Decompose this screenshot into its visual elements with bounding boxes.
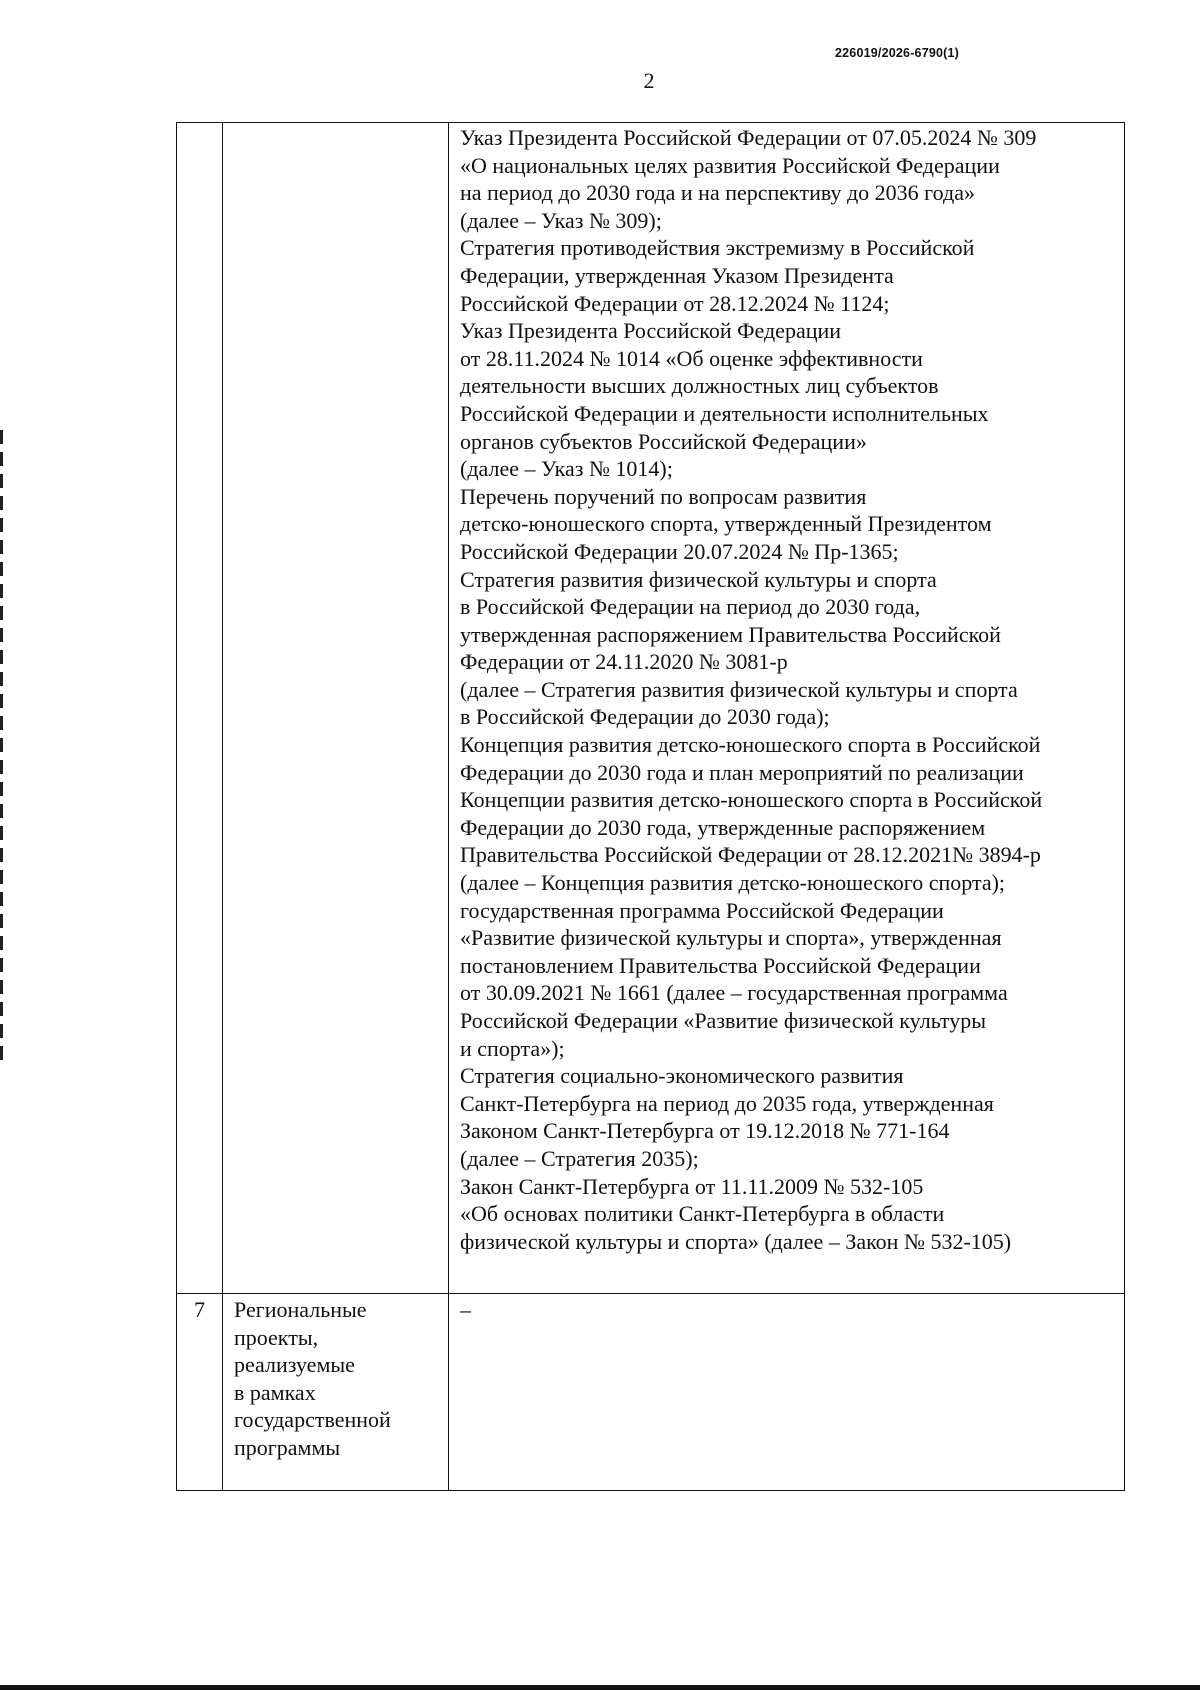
document-line: Федерации, утвержденная Указом Президента — [460, 262, 894, 288]
document-line: (далее – Стратегия 2035); — [460, 1145, 699, 1171]
document-line: «О национальных целях развития Российской Федерации — [460, 152, 1000, 178]
scan-bottom-edge — [0, 1685, 1200, 1690]
document-id: 226019/2026-6790(1) — [835, 46, 960, 60]
document-line: постановлением Правительства Российской Федерации — [460, 952, 981, 978]
document-line: утвержденная распоряжением Правительства Российской — [460, 621, 1001, 647]
strategic-documents-list — [449, 123, 1125, 1294]
document-line: (далее – Указ № 1014); — [460, 456, 673, 482]
document-line: Российской Федерации от 28.12.2024 № 1124; — [460, 290, 890, 316]
document-line: от 30.09.2021 № 1661 (далее – государственная программа — [460, 980, 1008, 1006]
document-line: Российской Федерации «Развитие физической культуры — [460, 1008, 986, 1033]
document-line: Стратегия социально-экономического развития — [460, 1063, 904, 1089]
scan-edge-artifact — [0, 430, 3, 1060]
table-row — [177, 123, 1125, 1294]
document-line: Законом Санкт-Петербурга от 19.12.2018 № 771-164 — [460, 1118, 950, 1144]
document-line: Концепции развития детско-юношеского спорта в Российской — [460, 787, 1043, 813]
document-line: Стратегия противодействия экстремизму в Российской — [460, 235, 975, 261]
document-line: и спорта»); — [460, 1035, 565, 1061]
document-line: Указ Президента Российской Федерации — [460, 318, 842, 344]
document-line: на период до 2030 года и на перспективу до 2036 года» — [460, 180, 975, 206]
document-line: Указ Президента Российской Федерации от 07.05.2024 № 309 — [460, 125, 1037, 150]
row-value: – — [449, 1294, 1125, 1491]
document-line: Российской Федерации 20.07.2024 № Пр-1365; — [460, 538, 899, 564]
document-line: Закон Санкт-Петербурга от 11.11.2009 № 532-105 — [460, 1173, 924, 1199]
document-line: в Российской Федерации на период до 2030 года, — [460, 594, 921, 620]
program-passport-table — [176, 122, 1125, 1491]
document-line: деятельности высших должностных лиц субъектов — [460, 373, 939, 399]
document-line: государственная программа Российской Федерации — [460, 897, 944, 923]
row-number — [177, 123, 223, 1294]
document-line: в Российской Федерации до 2030 года); — [460, 704, 830, 730]
row-name — [223, 123, 449, 1294]
document-line: физической культуры и спорта» (далее – Закон № 532-105) — [460, 1228, 1012, 1254]
document-line: Санкт-Петербурга на период до 2035 года, утвержденная — [460, 1090, 994, 1116]
document-line: детско-юношеского спорта, утвержденный Президентом — [460, 511, 992, 537]
document-line: Перечень поручений по вопросам развития — [460, 483, 867, 509]
document-line: от 28.11.2024 № 1014 «Об оценке эффективности — [460, 345, 923, 371]
document-line: Федерации до 2030 года, утвержденные распоряжением — [460, 814, 986, 840]
document-line: «Об основах политики Санкт-Петербурга в области — [460, 1201, 945, 1227]
document-line: органов субъектов Российской Федерации» — [460, 428, 867, 454]
page-number: 2 — [643, 68, 655, 93]
document-line: Федерации от 24.11.2020 № 3081-р — [460, 649, 788, 675]
document-line: Стратегия развития физической культуры и спорта — [460, 566, 937, 592]
row-number: 7 — [177, 1294, 223, 1491]
document-line: Концепция развития детско-юношеского спорта в Российской — [460, 732, 1041, 758]
document-line: (далее – Концепция развития детско-юношеского спорта); — [460, 870, 1006, 896]
row-name: Региональные проекты, реализуемые в рамках государственной программы — [223, 1294, 449, 1491]
document-line: Федерации до 2030 года и план мероприятий по реализации — [460, 759, 1024, 785]
document-line: (далее – Стратегия развития физической культуры и спорта — [460, 676, 1018, 702]
document-line: Правительства Российской Федерации от 28.12.2021№ 3894-р — [460, 842, 1041, 868]
document-line: «Развитие физической культуры и спорта», утвержденная — [460, 925, 1002, 951]
table-row — [177, 1294, 1125, 1491]
document-line: Российской Федерации и деятельности исполнительных — [460, 400, 989, 426]
document-line: (далее – Указ № 309); — [460, 207, 662, 233]
